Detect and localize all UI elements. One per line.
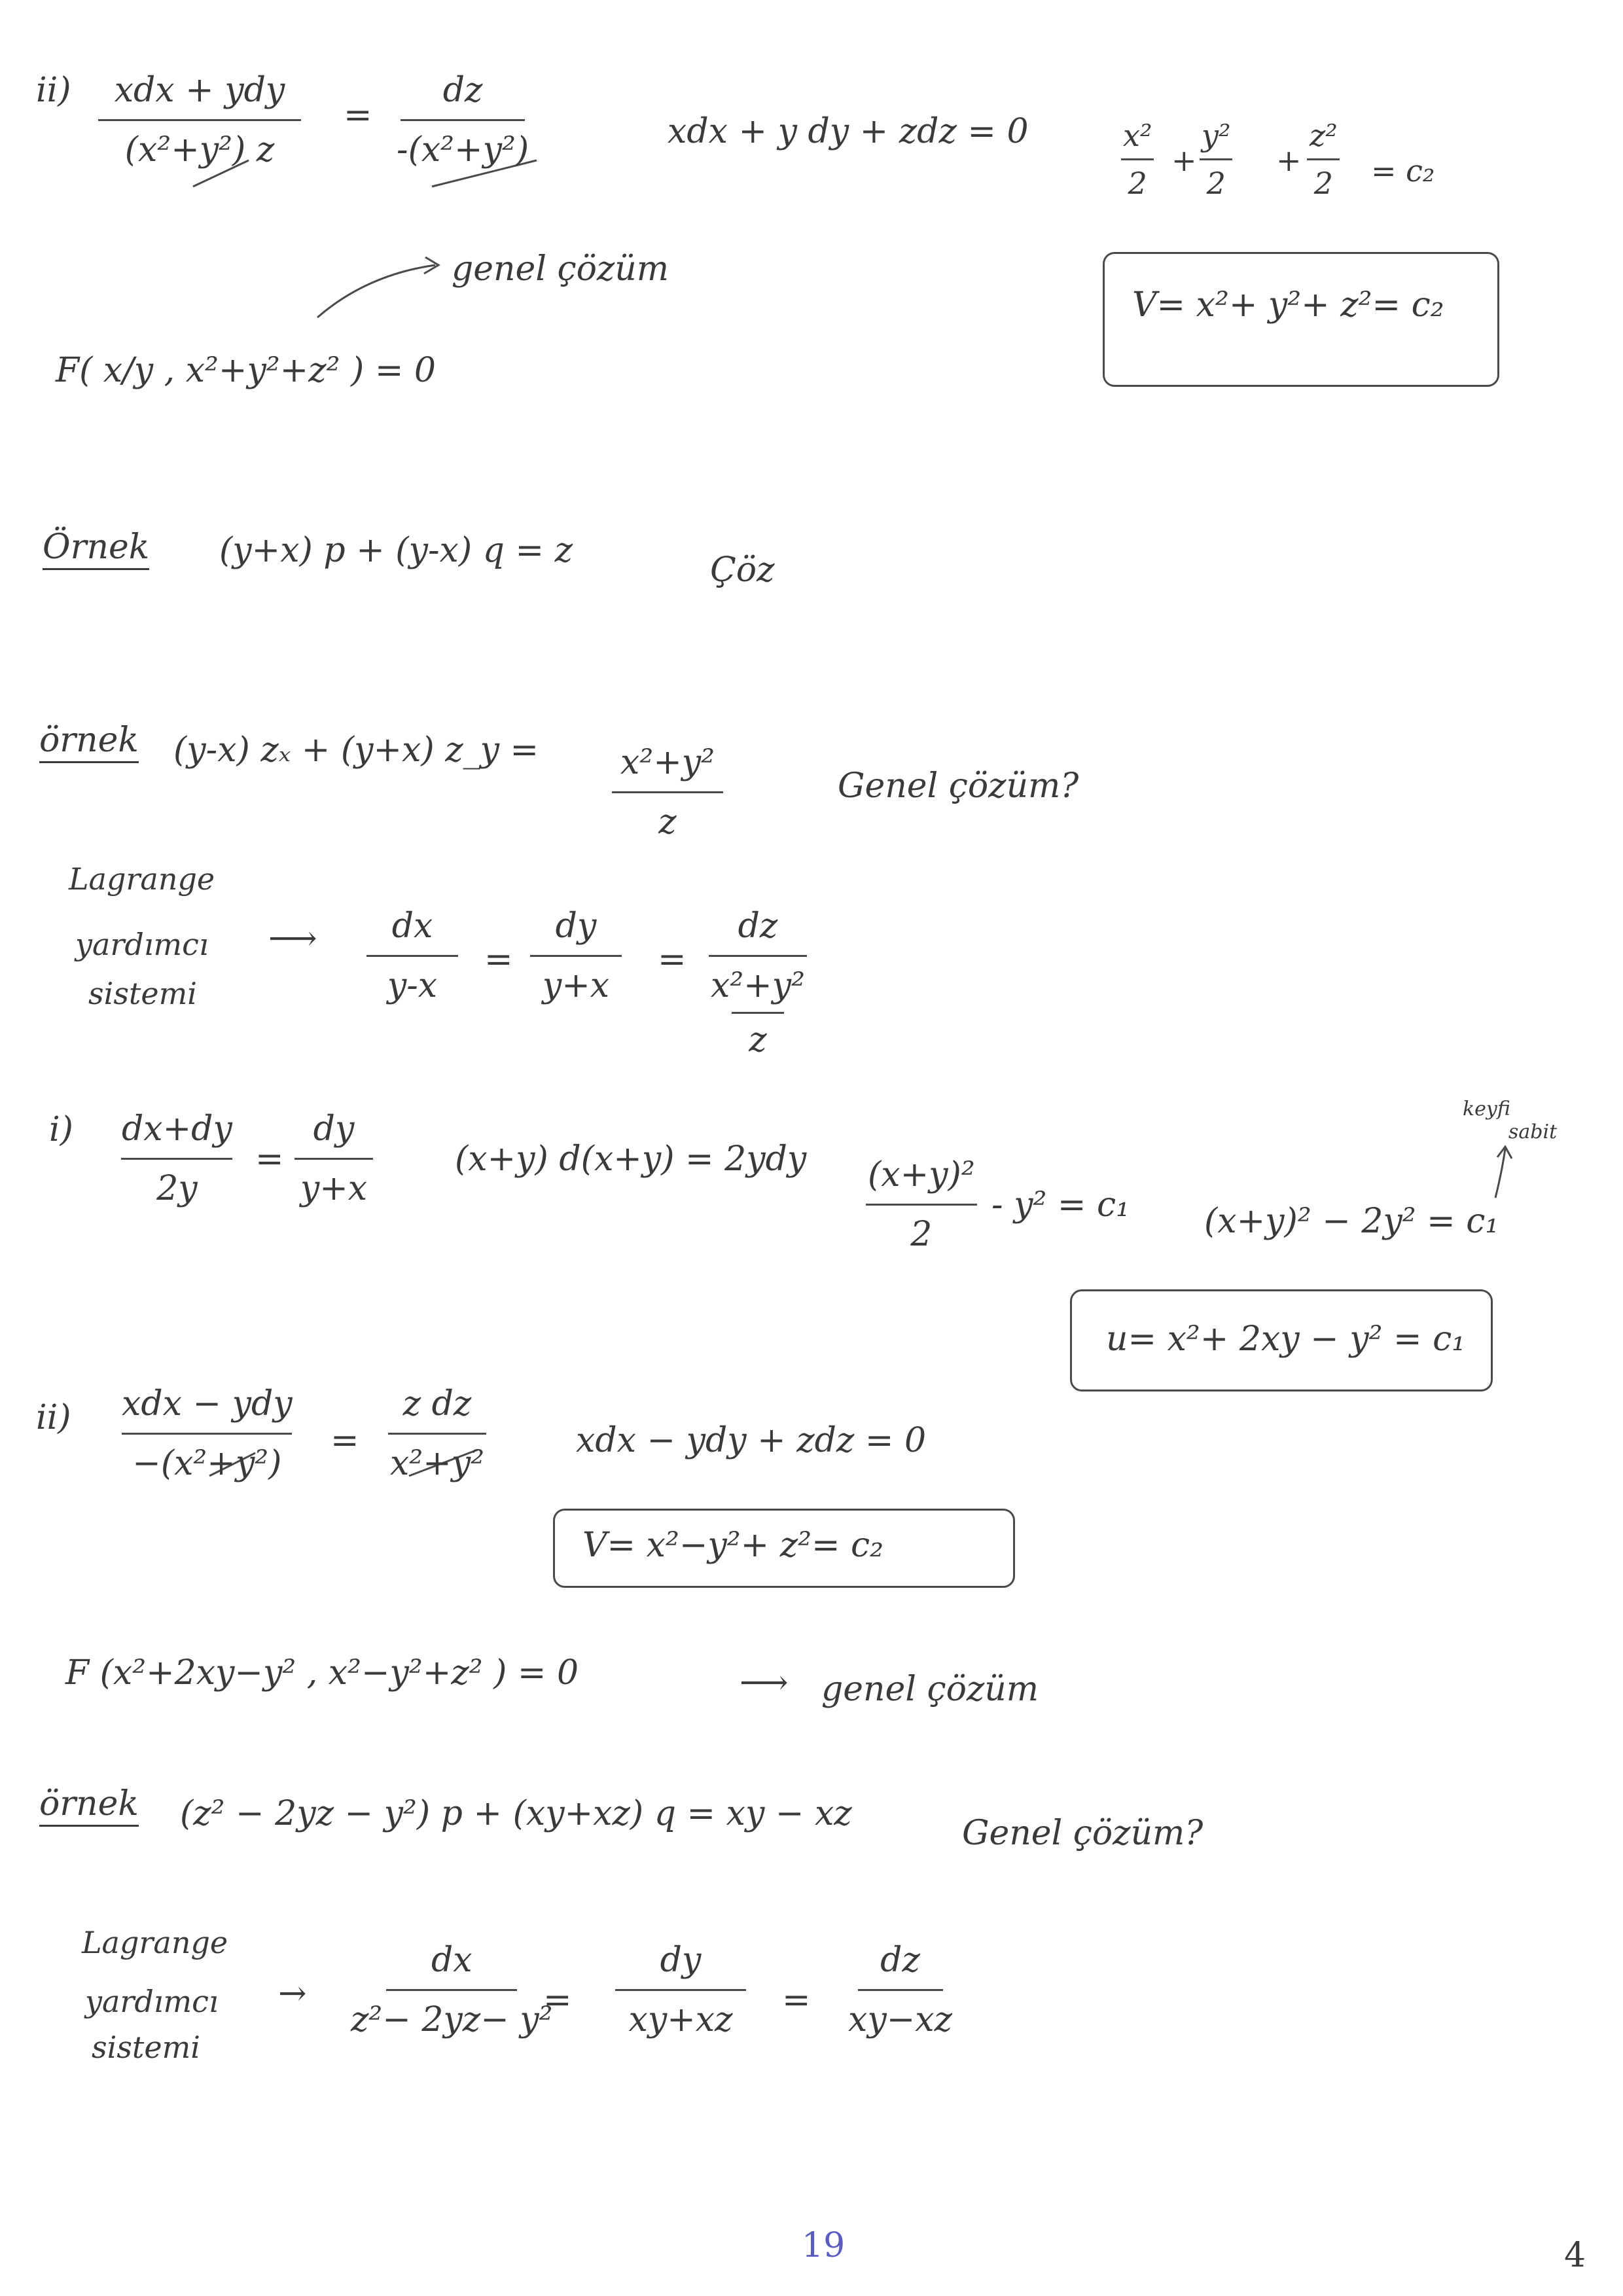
equals-sign: = <box>543 1981 572 2020</box>
lagrange-label: Lagrange <box>69 861 215 897</box>
annotation: genel çözüm <box>821 1670 1039 1709</box>
fraction <box>347 1941 557 2039</box>
corner-mark: 4 <box>1564 2236 1586 2275</box>
denominator: −(x²+y²) <box>132 1444 282 1483</box>
fraction <box>98 71 301 170</box>
denominator: z²− 2yz− y² <box>351 2000 553 2039</box>
boxed-result: V= x²−y²+ z²= c₂ <box>582 1526 884 1565</box>
numerator: dz <box>738 906 778 946</box>
denominator: z <box>658 802 677 842</box>
annotation: Genel çözüm? <box>838 766 1079 806</box>
fraction <box>118 1109 236 1208</box>
numerator: xdx − ydy <box>122 1384 293 1424</box>
page-number: 19 <box>802 2226 846 2265</box>
equals-sign: = <box>782 1981 811 2020</box>
fraction <box>1198 118 1234 201</box>
step-label: ii) <box>36 71 71 110</box>
equals-sign: = <box>484 940 513 979</box>
annotation: Çöz <box>710 550 775 590</box>
annotation: Genel çözüm? <box>962 1814 1204 1853</box>
denominator: 2 <box>1313 166 1333 201</box>
denominator: x²+y² <box>711 966 805 1005</box>
numerator: z dz <box>402 1384 472 1424</box>
equals-sign: = <box>658 940 687 979</box>
plus-sign: + <box>1171 143 1197 178</box>
denominator: y+x <box>542 966 610 1005</box>
boxed-result: V= x²+ y²+ z²= c₂ <box>1132 285 1444 325</box>
example-label: Örnek <box>43 530 149 570</box>
arrow-icon: ⟶ <box>740 1663 789 1702</box>
arrow-icon: ⟶ <box>268 919 317 958</box>
equals-sign: = <box>344 96 372 135</box>
numerator: dx <box>431 1941 473 1980</box>
arrow-curve-icon <box>317 265 435 317</box>
annotation: genel çözüm <box>452 249 669 289</box>
arrow-icon: → <box>278 1974 307 2013</box>
denominator: 2 <box>910 1215 933 1254</box>
side-note: sabit <box>1508 1121 1558 1143</box>
numerator: x² <box>1123 118 1152 153</box>
numerator: dz <box>880 1941 920 1980</box>
numerator: xdx + ydy <box>114 71 285 110</box>
plus-sign: + <box>1276 143 1302 178</box>
equation-text: xdx − ydy + zdz = 0 <box>576 1421 927 1460</box>
arrow-up-icon <box>1495 1149 1505 1198</box>
denominator: 2 <box>1206 166 1226 201</box>
fraction <box>386 1384 488 1483</box>
fraction <box>844 1941 956 2039</box>
step-label: i) <box>49 1110 73 1149</box>
equation-text: (z² − 2yz − y²) p + (xy+xz) q = xy − xz <box>180 1794 852 1833</box>
fraction <box>366 906 458 1005</box>
equation-text: (x+y) d(x+y) = 2ydy <box>455 1139 807 1179</box>
numerator: z² <box>1310 118 1338 153</box>
denominator: 2y <box>156 1169 198 1208</box>
fraction <box>707 906 809 1060</box>
fraction <box>615 1941 746 2039</box>
fraction <box>118 1384 296 1483</box>
fraction <box>1306 118 1342 201</box>
denominator: 2 <box>1128 166 1147 201</box>
example-label: örnek <box>39 1787 139 1827</box>
denominator: y+x <box>300 1169 368 1208</box>
lagrange-label: sistemi <box>88 976 197 1011</box>
denominator: (x²+y²) z <box>124 130 275 170</box>
numerator: dz <box>442 71 483 110</box>
numerator: y² <box>1202 118 1231 153</box>
fraction <box>530 906 622 1005</box>
lagrange-label: Lagrange <box>82 1925 228 1960</box>
denominator: y-x <box>387 966 438 1005</box>
fraction <box>612 743 723 842</box>
equation-text: (x+y)² − 2y² = c₁ <box>1204 1202 1499 1241</box>
fraction <box>864 1155 979 1254</box>
boxed-result: u= x²+ 2xy − y² = c₁ <box>1106 1319 1466 1359</box>
numerator: x²+y² <box>620 743 715 782</box>
denominator: xy−xz <box>848 2000 952 2039</box>
equation-text: (y-x) zₓ + (y+x) z_y = <box>173 730 539 770</box>
equals-sign: = <box>330 1421 359 1460</box>
general-solution: F (x²+2xy−y² , x²−y²+z² ) = 0 <box>65 1653 579 1693</box>
equation-text: - y² = c₁ <box>991 1185 1130 1225</box>
general-solution: F( x/y , x²+y²+z² ) = 0 <box>56 351 437 390</box>
step-label: ii) <box>36 1398 71 1437</box>
side-note: keyfi <box>1463 1098 1510 1121</box>
numerator: dx <box>391 906 433 946</box>
fraction <box>294 1109 373 1208</box>
denominator: x²+y² <box>390 1444 484 1483</box>
numerator: dx+dy <box>122 1109 232 1149</box>
equals-sign: = <box>255 1139 284 1179</box>
equation-text: = c₂ <box>1371 153 1435 188</box>
lagrange-label: sistemi <box>92 2030 200 2065</box>
numerator: dy <box>313 1109 355 1149</box>
denominator: xy+xz <box>628 2000 733 2039</box>
equation-text: xdx + y dy + zdz = 0 <box>668 112 1029 151</box>
numerator: (x+y)² <box>868 1155 975 1194</box>
example-label: örnek <box>39 723 139 763</box>
denominator: -(x²+y²) <box>397 130 529 170</box>
numerator: dy <box>555 906 597 946</box>
fraction <box>393 71 533 170</box>
lagrange-label: yardımcı <box>85 1984 219 2019</box>
denominator: z <box>749 1020 767 1060</box>
numerator: dy <box>660 1941 702 1980</box>
equation-text: (y+x) p + (y-x) q = z <box>219 531 573 570</box>
fraction <box>1119 118 1156 201</box>
lagrange-label: yardımcı <box>75 927 209 962</box>
